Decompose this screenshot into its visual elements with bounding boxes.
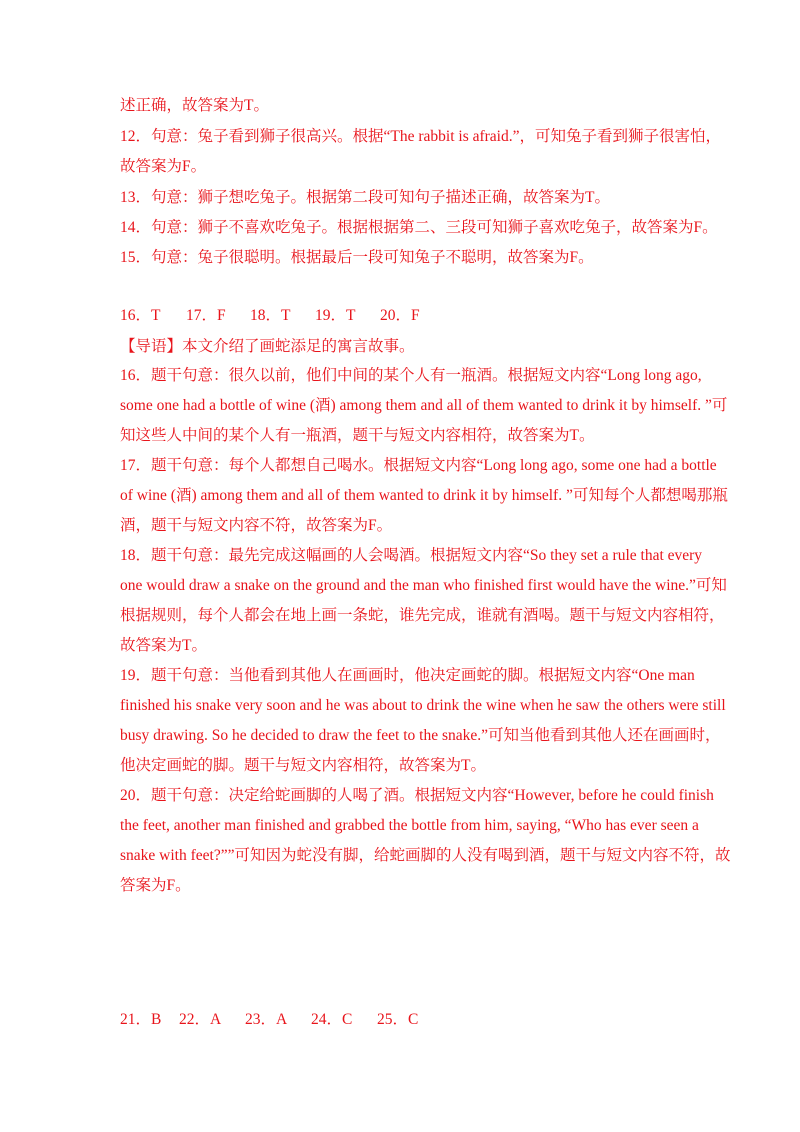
explanation-line: 他决定画蛇的脚。题干与短文内容相符，故答案为T。: [120, 757, 486, 774]
explanation-line: snake with feet?””可知因为蛇没有脚，给蛇画脚的人没有喝到酒，题干与短文内容不符，故: [120, 847, 731, 864]
text-line: 述正确，故答案为T。: [120, 97, 269, 114]
explanation-line: 酒，题干与短文内容不符，故答案为F。: [120, 517, 393, 534]
explanation-line: busy drawing. So he decided to draw the feet to the snake.”可知当他看到其他人还在画画时，: [120, 727, 721, 744]
lead-note: 【导语】本文介绍了画蛇添足的寓言故事。: [120, 338, 415, 355]
explanation-line: 18．题干句意：最先完成这幅画的人会喝酒。根据短文内容“So they set a rule that every: [120, 547, 703, 564]
explanation-line: 16．题干句意：很久以前，他们中间的某个人有一瓶酒。根据短文内容“Long long ago,: [120, 367, 702, 384]
explanation-line: finished his snake very soon and he was about to drink the wine when he saw the others were still: [120, 697, 726, 714]
explanation-line: 根据规则，每个人都会在地上画一条蛇，谁先完成，谁就有酒喝。题干与短文内容相符，: [120, 607, 725, 624]
text-line: 15．句意：兔子很聪明。根据最后一段可知兔子不聪明，故答案为F。: [120, 249, 594, 266]
answer-item: 19．T: [315, 307, 356, 324]
answer-item: 21．B: [120, 1011, 162, 1028]
text-line: 14．句意：狮子不喜欢吃兔子。根据根据第二、三段可知狮子喜欢吃兔子，故答案为F。: [120, 219, 718, 236]
explanation-line: 17．题干句意：每个人都想自己喝水。根据短文内容“Long long ago, some one had a bottle: [120, 457, 717, 474]
answer-item: 16．T: [120, 307, 161, 324]
explanation-line: 答案为F。: [120, 877, 191, 894]
explanation-line: the feet, another man finished and grabbed the bottle from him, saying, “Who has ever seen a: [120, 817, 699, 834]
text-line: 13．句意：狮子想吃兔子。根据第二段可知句子描述正确，故答案为T。: [120, 189, 610, 206]
answer-item: 24．C: [311, 1011, 353, 1028]
answer-item: 20．F: [380, 307, 420, 324]
answer-item: 18．T: [250, 307, 291, 324]
text-line: 12．句意：兔子看到狮子很高兴。根据“The rabbit is afraid.”，可知兔子看到狮子很害怕，: [120, 128, 721, 145]
explanation-line: 故答案为T。: [120, 637, 207, 654]
explanation-line: 知这些人中间的某个人有一瓶酒，题干与短文内容相符，故答案为T。: [120, 427, 595, 444]
explanation-line: 20．题干句意：决定给蛇画脚的人喝了酒。根据短文内容“However, before he could finish: [120, 787, 714, 804]
answer-item: 23．A: [245, 1011, 288, 1028]
explanation-line: one would draw a snake on the ground and the man who finished first would have the wine.”可知: [120, 577, 727, 594]
text-line: 故答案为F。: [120, 158, 207, 175]
answer-item: 22．A: [179, 1011, 222, 1028]
explanation-line: some one had a bottle of wine (酒) among them and all of them wanted to drink it by himself. ”可: [120, 397, 728, 414]
explanation-line: 19．题干句意：当他看到其他人在画画时，他决定画蛇的脚。根据短文内容“One man: [120, 667, 695, 684]
explanation-line: of wine (酒) among them and all of them wanted to drink it by himself. ”可知每个人都想喝那瓶: [120, 487, 728, 504]
answer-item: 25．C: [377, 1011, 419, 1028]
answer-item: 17．F: [186, 307, 226, 324]
